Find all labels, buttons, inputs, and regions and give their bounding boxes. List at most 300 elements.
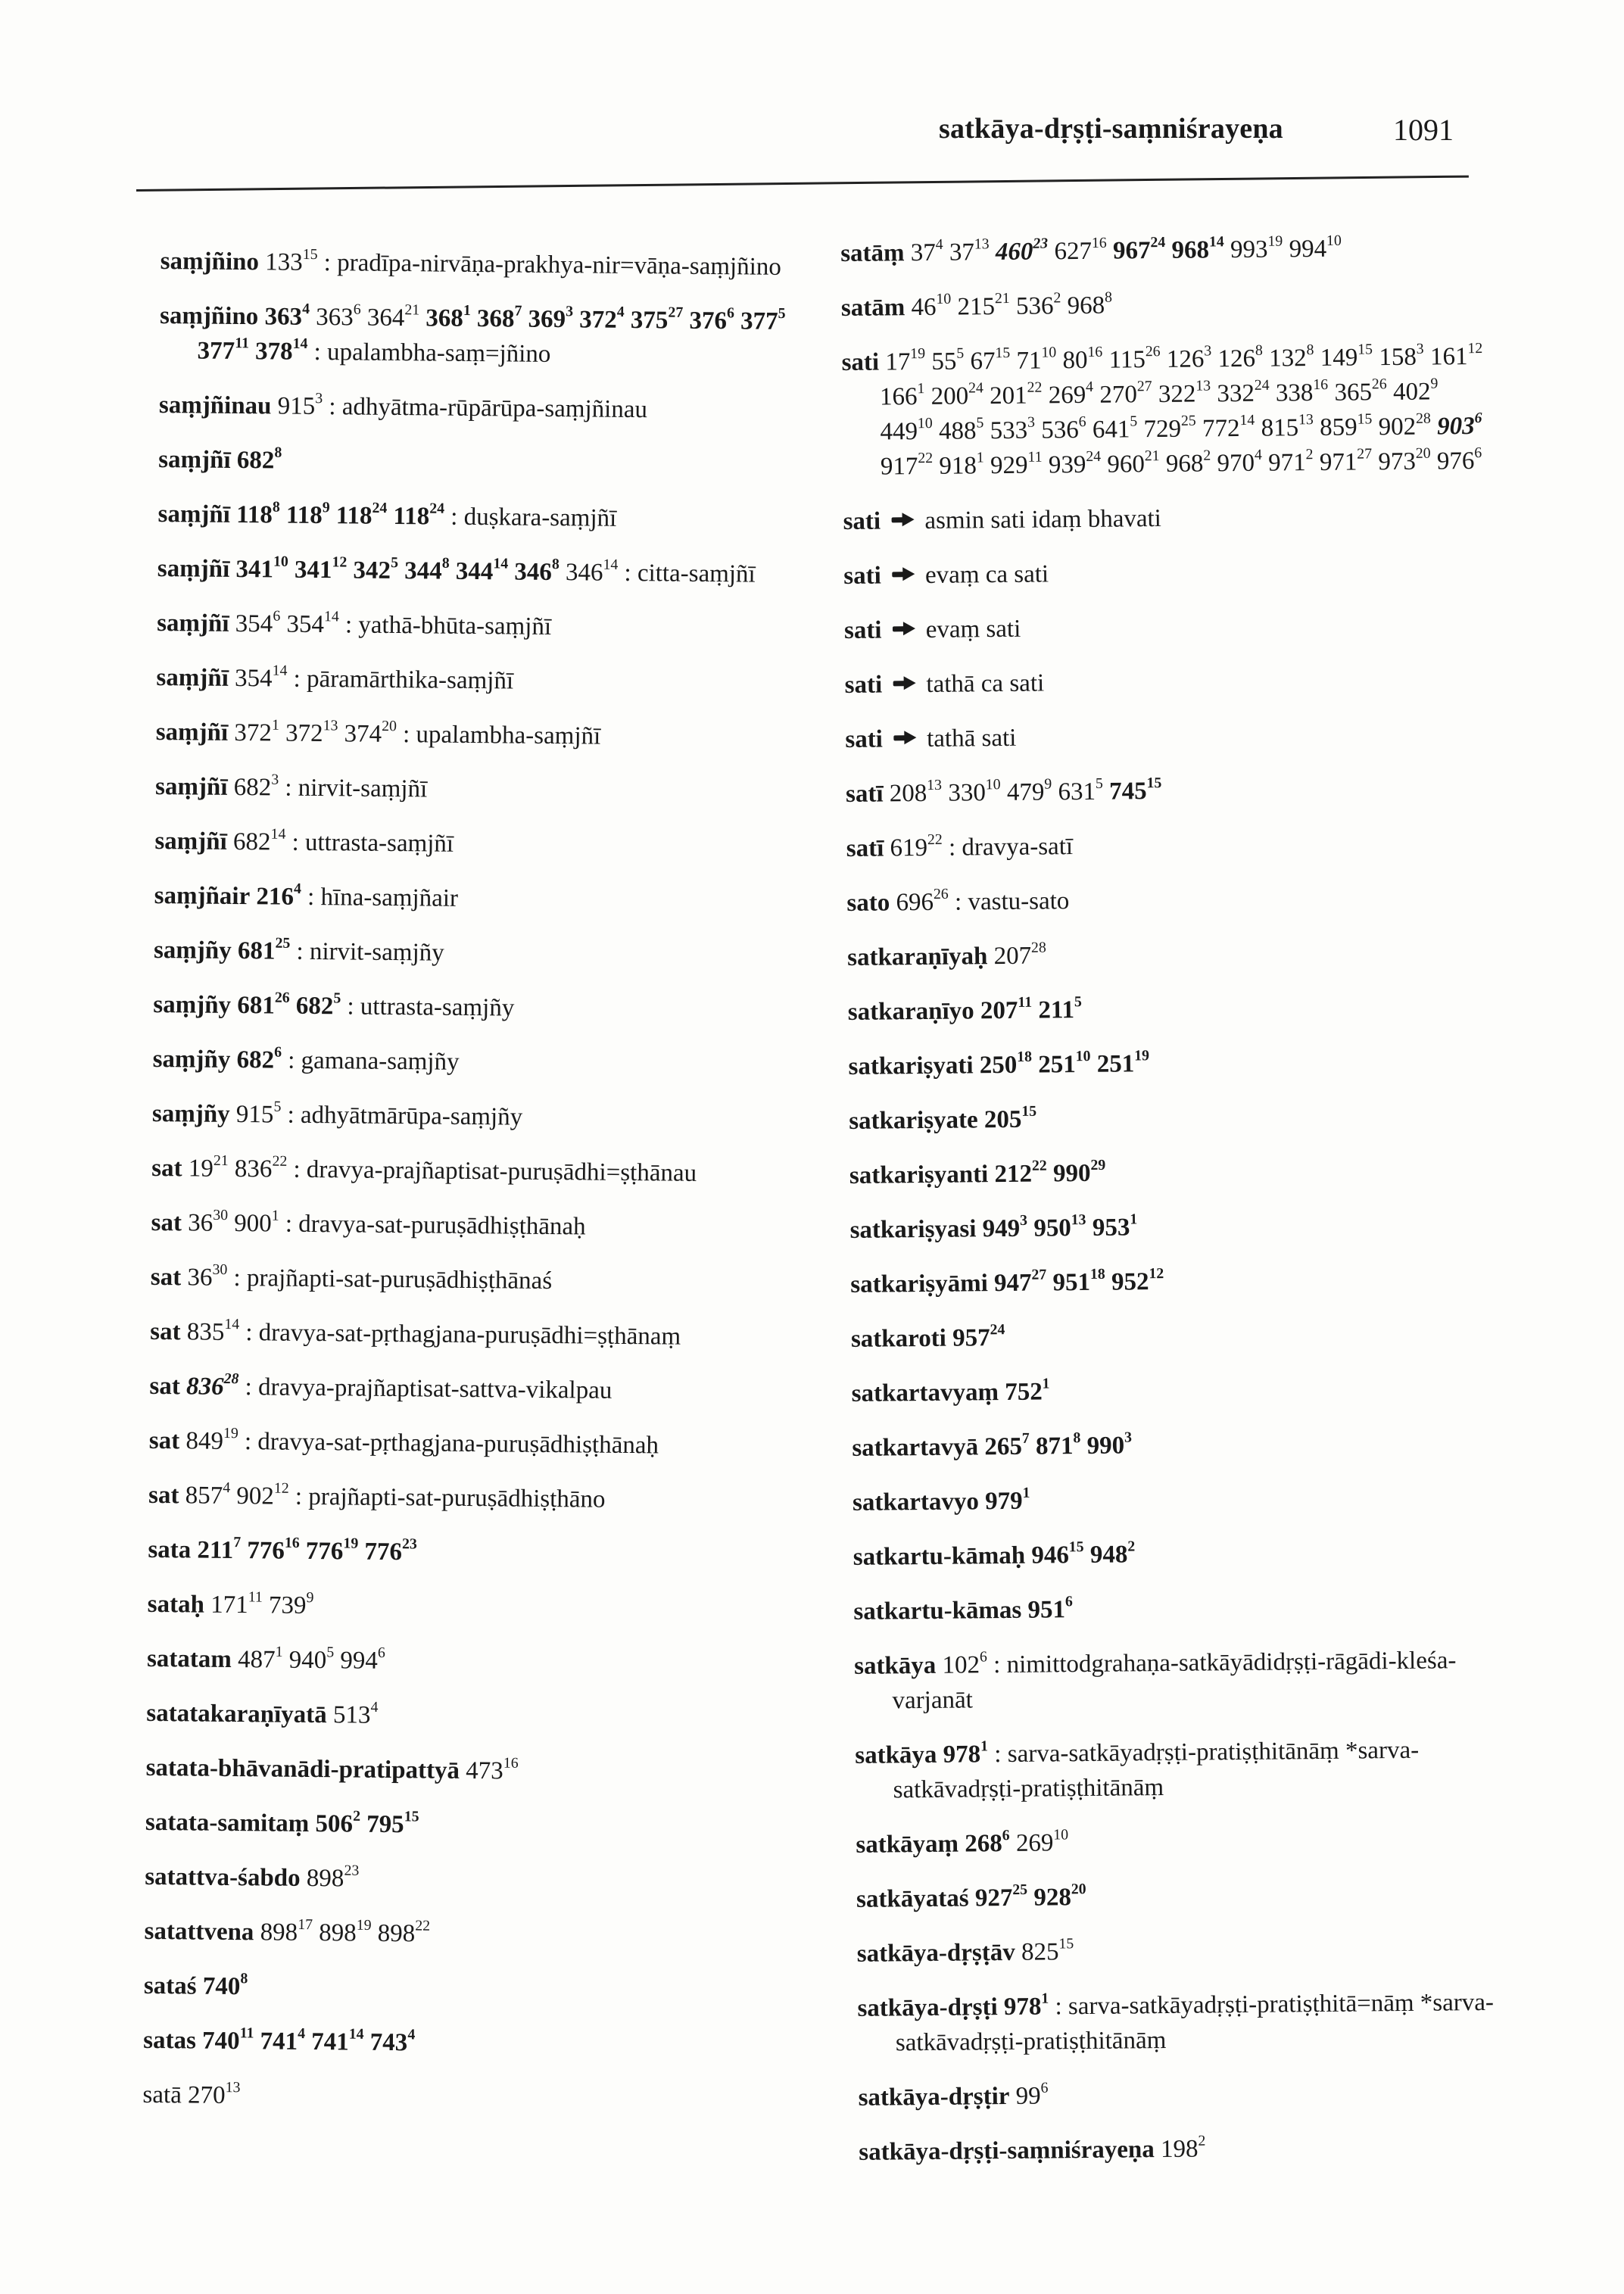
- line-number-ref: 2: [1053, 289, 1061, 307]
- page-reference: [957, 290, 1010, 321]
- line-number-ref: 4: [293, 880, 302, 897]
- page-reference: [910, 235, 943, 267]
- page-number-ref: 929: [990, 451, 1028, 480]
- line-number-ref: 4: [935, 235, 943, 253]
- compound-context: hīna-saṃjñair: [320, 884, 459, 912]
- page-reference: [948, 776, 1001, 807]
- entry-headword: satattva-śabdo: [145, 1862, 301, 1892]
- page-number-ref: 378: [254, 338, 293, 366]
- page-reference: [1031, 1538, 1084, 1569]
- page-reference: [1033, 1881, 1086, 1912]
- colon-separator: :: [993, 1650, 1007, 1679]
- page-reference: [1038, 1048, 1091, 1079]
- compound-context: vastu-sato: [968, 887, 1070, 916]
- line-number-ref: 20: [1071, 1881, 1086, 1898]
- line-number-ref: 15: [995, 344, 1011, 362]
- page-number-ref: 118: [393, 502, 430, 531]
- index-entry: [851, 1370, 1502, 1411]
- line-number-ref: 3: [1124, 1429, 1133, 1446]
- line-number-ref: 13: [974, 235, 990, 253]
- line-number-ref: 7: [233, 1534, 242, 1551]
- line-number-ref: 14: [493, 555, 509, 572]
- page-reference: [1320, 341, 1373, 372]
- page-reference: [565, 556, 619, 587]
- line-number-ref: 10: [1326, 232, 1342, 249]
- index-entry: [155, 769, 806, 810]
- page-number-ref: 158: [1379, 343, 1417, 372]
- index-entry: [154, 933, 805, 974]
- page-number-ref: 681: [237, 992, 275, 1020]
- page-reference: [1268, 446, 1314, 477]
- page-reference: [514, 556, 560, 587]
- index-entry: [151, 1260, 802, 1301]
- index-entry: [854, 1643, 1506, 1719]
- index-entry: [846, 880, 1498, 921]
- page-number-ref: 368: [476, 305, 515, 333]
- page-reference: [344, 717, 397, 748]
- line-number-ref: 22: [918, 449, 934, 467]
- page-number-ref: 739: [268, 1591, 307, 1619]
- page-number-ref: 372: [234, 718, 273, 747]
- page-number-ref: 927: [974, 1884, 1013, 1912]
- line-number-ref: 5: [778, 304, 786, 323]
- index-entry: [840, 230, 1492, 271]
- page-reference: [1108, 775, 1162, 806]
- page-number-ref: 940: [288, 1646, 327, 1675]
- entry-headword: sati: [843, 507, 881, 535]
- page-reference: [1160, 2132, 1206, 2164]
- page-number-ref: 825: [1021, 1938, 1059, 1966]
- page-reference: [1202, 411, 1255, 443]
- line-number-ref: 1: [271, 716, 279, 734]
- index-entry: [841, 285, 1492, 326]
- line-number-ref: 11: [248, 1588, 263, 1606]
- page-number-ref: 479: [1006, 778, 1045, 806]
- page-reference: [1015, 2079, 1049, 2110]
- line-number-ref: 19: [910, 345, 926, 363]
- pointing-hand-icon: [892, 566, 918, 581]
- page-reference: [995, 235, 1049, 266]
- page-number-ref: 953: [1092, 1214, 1130, 1242]
- page-reference: [885, 345, 926, 376]
- line-number-ref: 4: [298, 2025, 306, 2043]
- left-column: [142, 244, 812, 2138]
- colon-separator: :: [954, 888, 968, 916]
- line-number-ref: 24: [1086, 447, 1102, 466]
- page-reference: [306, 1862, 360, 1893]
- line-number-ref: 15: [1357, 341, 1373, 358]
- entry-headword: saṃjñy: [151, 1099, 230, 1128]
- line-number-ref: 7: [514, 302, 522, 319]
- compound-context: uttrasta-saṃjñy: [360, 993, 515, 1022]
- line-number-ref: 19: [223, 1425, 238, 1442]
- page-number-ref: 752: [1005, 1378, 1043, 1406]
- compound-context: dravya-prajñaptisat-puruṣādhi=ṣṭhānau: [306, 1155, 697, 1187]
- line-number-ref: 22: [415, 1917, 431, 1934]
- page-number-ref: 216: [256, 883, 295, 911]
- page-reference: [970, 344, 1011, 376]
- line-number-ref: 4: [407, 2026, 416, 2043]
- page-reference: [880, 449, 934, 481]
- page-number-ref: 376: [689, 307, 728, 335]
- line-number-ref: 4: [223, 1479, 231, 1497]
- page-number-ref: 115: [1108, 346, 1146, 374]
- page-reference: [285, 717, 338, 748]
- page-number-ref: 211: [197, 1536, 234, 1565]
- page-reference: [235, 498, 280, 529]
- page-number-ref: 815: [1261, 414, 1299, 442]
- page-number-ref: 740: [201, 2027, 240, 2056]
- page-reference: [233, 771, 279, 802]
- page-reference: [1275, 376, 1329, 407]
- line-number-ref: 1: [917, 380, 925, 397]
- page-reference: [1048, 378, 1094, 410]
- entry-headword: satkariṣyāmi: [850, 1270, 988, 1298]
- index-entry: [156, 715, 807, 756]
- line-number-ref: 14: [1239, 411, 1255, 429]
- colon-separator: :: [296, 937, 310, 965]
- line-number-ref: 12: [332, 553, 348, 571]
- page-reference: [990, 379, 1043, 410]
- line-number-ref: 26: [933, 885, 949, 903]
- page-reference: [1319, 410, 1373, 441]
- page-number-ref: 939: [1048, 450, 1086, 479]
- page-reference: [236, 1479, 289, 1510]
- page-number-ref: 374: [344, 720, 382, 748]
- page-number-ref: 776: [247, 1537, 285, 1565]
- line-number-ref: 11: [235, 335, 250, 352]
- page-number-ref: 118: [285, 501, 323, 530]
- line-number-ref: 4: [616, 303, 625, 321]
- line-number-ref: 22: [272, 1152, 288, 1170]
- page-number-ref: 341: [235, 555, 274, 584]
- compound-context: prajñapti-sat-puruṣādhiṣṭhānaś: [246, 1264, 553, 1295]
- index-entry: [148, 1532, 799, 1573]
- entry-headword: sati: [841, 348, 880, 376]
- entry-headword: satkartavyo: [852, 1488, 980, 1516]
- entry-headword: saṃjñī: [157, 609, 229, 637]
- entry-headword: satkaroti: [850, 1324, 947, 1353]
- page-reference: [943, 1738, 989, 1769]
- page-reference: [1217, 376, 1270, 408]
- entry-headword: saṃjñino: [160, 247, 260, 276]
- line-number-ref: 24: [968, 379, 983, 397]
- page-number-ref: 19: [188, 1155, 214, 1183]
- line-number-ref: 6: [377, 1644, 385, 1662]
- line-number-ref: 15: [404, 1808, 419, 1825]
- page-number-ref: 745: [1108, 778, 1147, 806]
- index-entry: [144, 1914, 795, 1955]
- page-number-ref: 212: [994, 1160, 1033, 1189]
- page-reference: [1143, 412, 1196, 444]
- page-number-ref: 836: [185, 1373, 224, 1401]
- page-number-ref: 902: [236, 1482, 275, 1510]
- page-reference: [185, 1479, 231, 1510]
- entry-headword: satkartavyaṃ: [851, 1379, 999, 1407]
- index-entry: [855, 1732, 1507, 1808]
- page-reference: [952, 1321, 1005, 1352]
- cross-reference: tathā sati: [926, 724, 1017, 753]
- cross-reference: evaṃ ca sati: [924, 560, 1049, 589]
- entry-headword: satkāyataś: [856, 1884, 969, 1913]
- compound-context: sarva-satkāyadṛṣṭi-pratiṣṭhitā=nāṃ *sarva-satkāvadṛṣṭi-pratiṣṭhitānāṃ: [895, 1988, 1495, 2057]
- line-number-ref: 10: [936, 290, 952, 307]
- page-number-ref: 344: [455, 557, 494, 586]
- entry-headword: sat: [151, 1154, 182, 1183]
- entry-headword: satī: [845, 780, 884, 808]
- entry-headword: sat: [148, 1426, 180, 1455]
- page-number-ref: 619: [890, 834, 928, 862]
- line-number-ref: 6: [273, 607, 281, 625]
- index-entry: [859, 2129, 1510, 2170]
- index-entry: [146, 1696, 797, 1737]
- entry-headword: satatakaraṇīyatā: [146, 1699, 327, 1729]
- page-number-ref: 487: [237, 1646, 276, 1674]
- page-number-ref: 36: [187, 1264, 213, 1292]
- line-number-ref: 14: [323, 608, 339, 625]
- page-number-ref: 402: [1392, 378, 1431, 407]
- page-reference: [269, 1591, 314, 1619]
- line-number-ref: 19: [1267, 232, 1283, 250]
- line-number-ref: 27: [1357, 445, 1373, 463]
- page-number-ref: 200: [930, 382, 969, 410]
- line-number-ref: 8: [1255, 341, 1263, 359]
- index-entry: [846, 771, 1497, 812]
- entry-headword: saṃjñī: [154, 827, 227, 856]
- line-number-ref: 13: [1071, 1211, 1086, 1229]
- page-reference: [264, 300, 310, 331]
- page-number-ref: 976: [1436, 447, 1475, 475]
- page-reference: [1437, 410, 1482, 441]
- entry-headword: saṃjñy: [153, 936, 232, 965]
- page-reference: [1027, 1593, 1073, 1624]
- line-number-ref: 8: [1073, 1429, 1081, 1447]
- entry-headword: satāṃ: [840, 239, 905, 267]
- page-reference: [335, 499, 388, 530]
- entry-headword: saṃjñinau: [158, 391, 272, 420]
- index-entry: [856, 1822, 1507, 1862]
- line-number-ref: 23: [344, 1862, 360, 1879]
- line-number-ref: 24: [990, 1321, 1005, 1339]
- line-number-ref: 4: [302, 300, 310, 318]
- index-entry: [850, 1261, 1501, 1302]
- page-reference: [1041, 413, 1086, 444]
- entry-headword: satattvena: [144, 1917, 254, 1946]
- line-number-ref: 14: [224, 1316, 240, 1333]
- line-number-ref: 5: [1095, 775, 1103, 792]
- line-number-ref: 1: [463, 301, 471, 319]
- page-reference: [311, 2025, 364, 2056]
- line-number-ref: 6: [979, 1648, 987, 1666]
- page-reference: [332, 1698, 379, 1729]
- page-number-ref: 627: [1054, 237, 1093, 266]
- line-number-ref: 7: [1021, 1429, 1030, 1447]
- line-number-ref: 21: [994, 290, 1010, 307]
- line-number-ref: 4: [370, 1698, 379, 1716]
- page-number-ref: 55: [931, 348, 957, 376]
- compound-context: nimittodgrahaṇa-satkāyādidṛṣṭi-rāgādi-kleśa-varjanāt: [892, 1647, 1457, 1715]
- line-number-ref: 14: [272, 662, 288, 679]
- page-number-ref: 342: [353, 556, 391, 584]
- page-number-ref: 951: [1052, 1268, 1091, 1297]
- page-number-ref: 859: [1319, 413, 1357, 441]
- page-number-ref: 270: [187, 2081, 226, 2109]
- page-number-ref: 341: [294, 556, 332, 584]
- page-reference: [889, 776, 943, 808]
- page-reference: [393, 500, 445, 531]
- line-number-ref: 19: [1134, 1047, 1150, 1064]
- page-reference: [949, 235, 990, 266]
- entry-headword: saṃjñī: [154, 772, 228, 801]
- line-number-ref: 28: [1415, 410, 1431, 427]
- line-number-ref: 2: [1203, 447, 1211, 464]
- index-entry: [157, 497, 809, 538]
- index-entry: [851, 1316, 1502, 1357]
- page-number-ref: 269: [1048, 381, 1086, 410]
- running-head: satkāya-dṛṣṭi-saṃniśrayeṇa: [939, 113, 1283, 145]
- line-number-ref: 22: [1027, 379, 1043, 396]
- page-number-ref: 898: [306, 1864, 344, 1893]
- page-number-ref: 978: [943, 1741, 981, 1769]
- compound-context: pradīpa-nirvāṇa-prakhya-nir=vāṇa-saṃjñino: [337, 249, 782, 281]
- index-entry: [849, 1098, 1500, 1139]
- page-number-ref: 970: [1217, 449, 1255, 478]
- page-reference: [202, 1970, 248, 2001]
- page-reference: [1107, 447, 1160, 478]
- line-number-ref: 3: [1027, 413, 1036, 431]
- index-entry: [144, 1968, 795, 2009]
- line-number-ref: 13: [323, 717, 338, 734]
- page-reference: [1112, 234, 1166, 265]
- line-number-ref: 6: [353, 301, 361, 318]
- compound-context: nirvit-saṃjñy: [309, 937, 444, 967]
- line-number-ref: 26: [1145, 343, 1161, 360]
- line-number-ref: 1: [1130, 1211, 1138, 1228]
- page-reference: [285, 499, 330, 530]
- line-number-ref: 29: [1090, 1156, 1106, 1174]
- line-number-ref: 25: [1180, 412, 1196, 429]
- page-reference: [1319, 445, 1373, 476]
- entry-headword: satas: [143, 2026, 197, 2055]
- compound-context: dravya-satī: [962, 833, 1074, 862]
- page-reference: [1092, 413, 1138, 444]
- index-entry: [849, 1207, 1501, 1248]
- page-reference: [980, 993, 1033, 1025]
- page-number-ref: 368: [425, 304, 464, 332]
- page-reference: [1033, 1211, 1086, 1242]
- page-reference: [305, 1535, 359, 1566]
- entry-headword: satkaraṇīyaḥ: [846, 943, 988, 971]
- page-number-ref: 993: [1230, 235, 1268, 264]
- colon-separator: :: [948, 834, 962, 862]
- page-number-ref: 207: [993, 942, 1032, 971]
- colon-separator: :: [344, 611, 359, 639]
- entry-headword: saṃjñy: [152, 1045, 231, 1074]
- line-number-ref: 1: [1022, 1484, 1030, 1501]
- index-entry: [157, 551, 809, 592]
- colon-separator: :: [313, 338, 328, 366]
- page-number-ref: 898: [319, 1919, 357, 1947]
- line-number-ref: 25: [1012, 1881, 1028, 1899]
- line-number-ref: 24: [429, 500, 445, 517]
- colon-separator: :: [291, 828, 306, 856]
- page-number-ref: 166: [879, 383, 918, 411]
- page-number-ref: 67: [970, 348, 996, 376]
- page-reference: [197, 337, 249, 365]
- colon-separator: :: [402, 721, 416, 749]
- line-number-ref: 1: [1041, 1990, 1049, 2007]
- line-number-ref: 11: [239, 2024, 254, 2042]
- page-reference: [353, 556, 398, 584]
- page-number-ref: 354: [235, 609, 273, 638]
- header-rule: [136, 176, 1469, 192]
- page-reference: [235, 553, 288, 584]
- colon-separator: :: [1055, 1993, 1069, 2021]
- page-reference: [1086, 1429, 1133, 1460]
- line-number-ref: 3: [1204, 342, 1212, 360]
- line-number-ref: 5: [1130, 413, 1138, 430]
- page-number-ref: 990: [1052, 1159, 1091, 1188]
- page-reference: [1099, 378, 1152, 409]
- page-number-ref: 836: [234, 1155, 273, 1183]
- page-reference: [366, 1808, 419, 1839]
- page-reference: [185, 1370, 239, 1401]
- line-number-ref: 16: [284, 1534, 300, 1551]
- entry-headword: saṃjñī: [157, 554, 230, 583]
- index-entry: [849, 1152, 1501, 1193]
- line-number-ref: 15: [302, 245, 318, 263]
- colon-separator: :: [323, 249, 338, 277]
- line-number-ref: 19: [356, 1916, 372, 1934]
- page-reference: [890, 831, 943, 862]
- page-number-ref: 207: [980, 996, 1018, 1025]
- page-reference: [455, 555, 509, 586]
- page-number-ref: 795: [366, 1810, 404, 1839]
- page-number-ref: 968: [1067, 291, 1105, 320]
- index-entry: [145, 1805, 796, 1846]
- page-number-ref: 903: [1437, 412, 1475, 441]
- page-number-ref: 915: [277, 392, 316, 420]
- page-number-ref: 488: [938, 417, 977, 445]
- page-reference: [234, 1152, 288, 1183]
- page-number-ref: 681: [237, 937, 276, 965]
- page-reference: [234, 662, 288, 693]
- page-number-ref: 960: [1107, 450, 1146, 478]
- page-number-ref: 80: [1062, 346, 1088, 375]
- entry-headword: satkāya: [853, 1651, 937, 1680]
- page-reference: [938, 414, 984, 445]
- page-reference: [377, 1917, 431, 1948]
- page-number-ref: 338: [1275, 379, 1314, 407]
- colon-separator: :: [288, 1046, 301, 1074]
- page-reference: [1015, 289, 1061, 320]
- page-number-ref: 126: [1166, 345, 1205, 373]
- page-number-ref: 957: [952, 1324, 990, 1352]
- line-number-ref: 6: [726, 304, 735, 322]
- colon-separator: :: [295, 1482, 309, 1510]
- line-number-ref: 3: [566, 303, 574, 320]
- entry-headword: saṃjñī: [158, 445, 231, 474]
- compound-context: pāramārthika-saṃjñī: [306, 665, 514, 695]
- cross-reference: evaṃ sati: [925, 615, 1021, 644]
- line-number-ref: 16: [1091, 234, 1107, 251]
- index-entry: [142, 2077, 793, 2118]
- entry-headword: satkāyaṃ: [856, 1830, 959, 1859]
- index-entry: [148, 1478, 800, 1519]
- page-reference: [1230, 232, 1283, 264]
- page-number-ref: 449: [880, 418, 918, 446]
- page-reference: [1108, 343, 1161, 374]
